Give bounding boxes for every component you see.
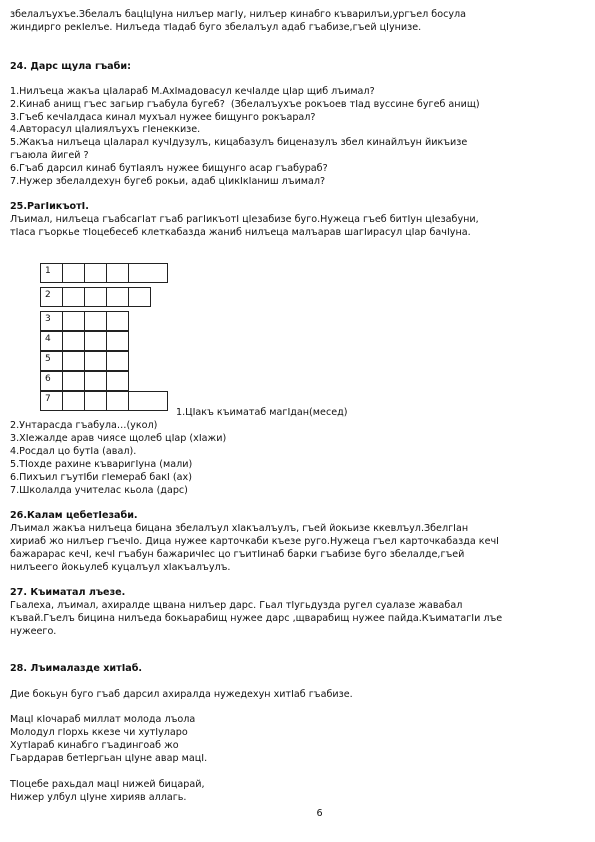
crossword-number: 3 <box>45 314 51 324</box>
crossword-cell <box>40 351 63 371</box>
section-28-para-1: Дие бокьун буго гъаб дарсил ахиралда нужедехун хитӀаб гъабизе. <box>10 689 353 700</box>
crossword-cell <box>128 263 168 283</box>
crossword-cell <box>84 287 107 307</box>
clue-1: 1.ЦӀакъ къиматаб магӀдан(месед) <box>176 407 348 418</box>
section-28-title: 28. Лъималазде хитӀаб. <box>10 663 143 674</box>
crossword-number: 7 <box>45 394 51 404</box>
crossword-cell <box>62 391 85 411</box>
section-26-para-2: хириаб жо нилъер гъечӀо. Дица нужее карточкаби къезе руго.Нужеца гъел карточкабазда кечӀ <box>10 536 499 547</box>
clue-6: 6.Пихъил гъутӀби гӀемераб бакӀ (ах) <box>10 472 192 483</box>
section-27-para-1: Гьалеха, лъимал, ахиралде щвана нилъер дарс. Гьал тӀугьдузда ругел суалазе жавабал <box>10 600 463 611</box>
section-28-para-3: Нижер улбул цӀуне хирияв аллагь. <box>10 792 187 803</box>
crossword-cell <box>62 351 85 371</box>
crossword-number: 1 <box>45 266 51 276</box>
crossword-cell <box>106 311 129 331</box>
section-25-title: 25.РагӀикъотӀ. <box>10 201 89 212</box>
section-25-para-2: тӀаса гъоркье тӀоцебесеб клеткабазда жаниб нилъеца малъарав шагӀирасул цӀар бачӀуна. <box>10 227 471 238</box>
crossword-number: 4 <box>45 334 51 344</box>
clue-4: 4.Росдал цо бутӀа (авал). <box>10 446 137 457</box>
clue-3: 3.ХӀежалде арав чиясе щолеб цӀар (хӀажи) <box>10 433 227 444</box>
clue-5: 5.ТӀохде рахине къваригӀуна (мали) <box>10 459 193 470</box>
crossword-cell <box>84 311 107 331</box>
section-26-para-1: Лъимал жакъа нилъеца бицана збелалъул хӀакъалъулъ, гъей йокьизе ккевлъул.ЗбелгӀан <box>10 523 469 534</box>
poem-line-2: Молодул гӀорхь ккезе чи хутӀуларо <box>10 727 188 738</box>
question-2: 2.Кинаб анищ гъес загьир гъабула бугеб? (Збелалъухъе рокъоев тӀад вуссине бугеб анищ) <box>10 99 480 110</box>
question-7: 7.Нужер збелалдехун бугеб рокьи, адаб цӀикӀкӀаниш лъимал? <box>10 176 326 187</box>
crossword-cell <box>106 331 129 351</box>
crossword-cell <box>40 391 63 411</box>
poem-line-3: ХутӀараб кинабго гъадингоаб жо <box>10 740 179 751</box>
question-3: 3.Гъеб кечӀалдаса кинал мухъал нужее бищунго рокъарал? <box>10 112 316 123</box>
question-6: 6.Гъаб дарсил кинаб бутӀаялъ нужее бищунго асар гъабураб? <box>10 163 328 174</box>
section-27-para-3: нужеего. <box>10 626 57 637</box>
question-5-line-2: гъаюла йигей ? <box>10 150 89 161</box>
crossword-cell <box>62 311 85 331</box>
section-26-para-3: бажарарас кечӀ, кечӀ гъабун бажаричӀес цо гъитӀинаб барки гъабизе буго збелалде,гъей <box>10 549 465 560</box>
section-27-para-2: къвай.Гъелъ бицина нилъеда бокьарабищ нужее дарс ,щварабищ нужее пайда.КъиматагӀи лъе <box>10 613 503 624</box>
question-1: 1.Нилъеца жакъа цӀалараб М.АхӀмадовасул кечӀалде цӀар щиб лъимал? <box>10 86 375 97</box>
crossword-cell <box>106 351 129 371</box>
crossword-cell <box>106 391 129 411</box>
crossword-cell <box>84 371 107 391</box>
section-26-para-4: нилъеего йокьулеб куцалъул хӀакъалъулъ. <box>10 562 231 573</box>
crossword-cell <box>106 263 129 283</box>
crossword-cell <box>40 263 63 283</box>
crossword-number: 5 <box>45 354 51 364</box>
question-5-line-1: 5.Жакъа нилъеца цӀаларал кучӀдузулъ, кицабазулъ биценазулъ збел кинайлъун йикъизе <box>10 137 468 148</box>
page-number: 6 <box>316 808 323 819</box>
question-4: 4.Авторасул цӀалиялъухъ гӀенеккизе. <box>10 124 201 135</box>
poem-line-1: МацӀ кӀочараб миллат молода лъола <box>10 714 196 725</box>
crossword-cell <box>84 263 107 283</box>
section-26-title: 26.Калам цебетӀезаби. <box>10 510 138 521</box>
crossword-cell <box>62 371 85 391</box>
crossword-number: 6 <box>45 374 51 384</box>
intro-line-2: жиндирго рекӀелъе. Нилъеда тӀадаб буго збелалъул адаб гъабизе,гъей цӀунизе. <box>10 22 422 33</box>
crossword-cell <box>40 287 63 307</box>
clue-2: 2.Унтарасда гъабула…(укол) <box>10 420 158 431</box>
crossword-number: 2 <box>45 290 51 300</box>
clue-7: 7.Школалда учителас кьола (дарс) <box>10 485 188 496</box>
poem-line-4: Гьардарав бетӀергьан цӀуне авар мацӀ. <box>10 753 208 764</box>
crossword-cell <box>84 331 107 351</box>
section-25-para-1: Лъимал, нилъеца гъабсагӀат гъаб рагӀикъотӀ цӀезабизе буго.Нужеца гъеб битӀун цӀезабуни, <box>10 214 479 225</box>
intro-line-1: збелалъухъе.Збелалъ бацӀцӀуна нилъер магӀу, нилъер кинабго къварилъи,ургъел босула <box>10 9 467 20</box>
crossword-cell <box>106 287 129 307</box>
crossword-cell <box>62 263 85 283</box>
section-27-title: 27. Къиматал лъезе. <box>10 587 126 598</box>
crossword-cell <box>106 371 129 391</box>
crossword-cell <box>40 331 63 351</box>
section-24-title: 24. Дарс щула гъаби: <box>10 61 131 72</box>
crossword-cell <box>40 371 63 391</box>
crossword-cell <box>84 391 107 411</box>
crossword-cell <box>40 311 63 331</box>
crossword-cell <box>84 351 107 371</box>
crossword-cell <box>128 287 151 307</box>
crossword-cell <box>62 287 85 307</box>
crossword-cell <box>62 331 85 351</box>
crossword-cell <box>128 391 168 411</box>
section-28-para-2: ТӀоцебе рахьдал мацӀ нижей бицарай, <box>10 779 205 790</box>
